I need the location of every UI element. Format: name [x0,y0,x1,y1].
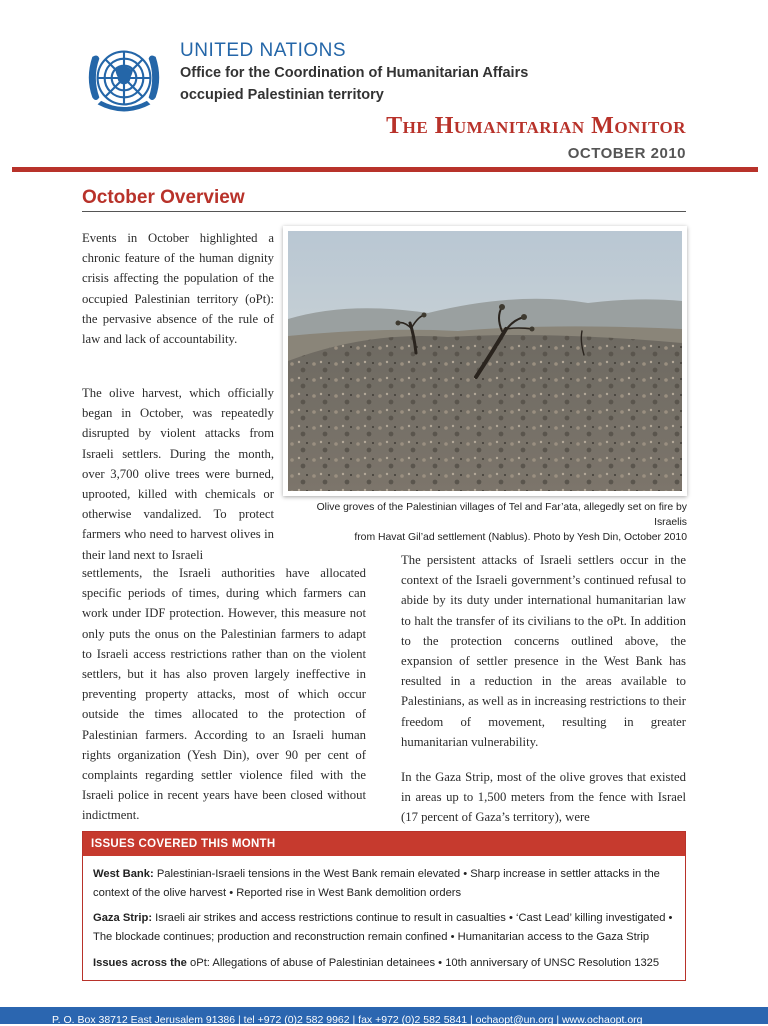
un-emblem-icon [80,34,168,122]
office-name: Office for the Coordination of Humanitarian Affairs [180,65,529,81]
issue-west-bank-label: West Bank: [93,868,154,880]
photo-frame [283,226,687,496]
issue-west-bank-text: Palestinian-Israeli tensions in the West Bank remain elevated • Sharp increase in settler attacks in the context of the olive harvest • Reported rise in West Bank demolition orders [93,868,660,899]
issue-gaza-strip [93,909,677,947]
issue-gaza-text: Israeli air strikes and access restrictions continue to result in casualties • ‘Cast Lead’ killing investigated • The blockade continues; production and reconstruction remain confined • Humanitarian access to the Gaza Strip [93,912,673,943]
overview-paragraph-1: Events in October highlighted a chronic feature of the human dignity crisis affecting the population of the occupied Palestinian territory (oPt): the pervasive absence of the rule of law and lack of accountability. [82,231,274,347]
issues-box-header: ISSUES COVERED THIS MONTH [83,832,685,856]
header-divider [12,167,758,172]
issue-opt-label: Issues across the [93,957,187,969]
overview-paragraph-3: The persistent attacks of Israeli settlers occur in the context of the Israeli government’s continued refusal to abide by its duty under international humanitarian law to halt the transfer of its civilians to the oPt. In addition to the protection concerns outlined above, the expansion of settler presence in the West Bank has resulted in a reduction in the areas available to Palestinians, as well as in increasing restrictions to their freedom of movement, resulting in greater humanitarian vulnerability. [401,553,686,749]
publication-title: The Humanitarian Monitor [386,113,686,139]
overview-paragraph-4: In the Gaza Strip, most of the olive groves that existed in areas up to 1,500 meters from the fence with Israel (17 percent of Gaza’s territory), were [401,770,686,825]
issue-date: OCTOBER 2010 [567,145,686,162]
issue-gaza-label: Gaza Strip: [93,912,153,924]
photo-caption [283,500,687,545]
burned-olive-grove-photo [288,231,682,491]
section-divider [82,211,686,212]
issue-opt-text: oPt: Allegations of abuse of Palestinian detainees • 10th anniversary of UNSC Resolution 1325 [186,957,660,969]
issues-box [82,831,686,981]
org-name: UNITED NATIONS [180,40,347,61]
issue-west-bank [93,865,677,903]
overview-paragraph-2-bottom: settlements, the Israeli authorities have allocated specific periods of times, during which farmers can work under IDF protection. However, this measure not only puts the onus on the Palestinian farmers to adapt to Israeli access restrictions rather than on the violent settlers, but it has also proven largely ineffective in preventing property attacks, most of which occur outside the times allocated to the protection of Palestinian farmers. According to an Israeli human rights organization (Yesh Din), over 90 per cent of complaints regarding settler violence filed with the Israeli police in recent years have been closed without indictment. [82,566,366,823]
territory-name: occupied Palestinian territory [180,87,384,103]
overview-paragraph-2-top: The olive harvest, which officially began in October, was repeatedly disrupted by violent attacks from Israeli settlers. During the month, over 3,700 olive trees were burned, uprooted, killed with chemicals or otherwise vandalized. To protect farmers who need to harvest olives in their land next to Israeli [82,386,274,562]
photo-caption-line-1: Olive groves of the Palestinian villages of Tel and Far’ata, allegedly set on fire by Israelis [316,502,687,528]
section-title: October Overview [82,187,245,208]
footer-contact: P. O. Box 38712 East Jerusalem 91386 | tel +972 (0)2 582 9962 | fax +972 (0)2 582 5841 | ochaopt@un.org | www.ochaopt.org [52,1014,643,1026]
photo-caption-line-2: from Havat Gil’ad settlement (Nablus). Photo by Yesh Din, October 2010 [354,532,687,543]
issue-across-opt [93,954,677,973]
